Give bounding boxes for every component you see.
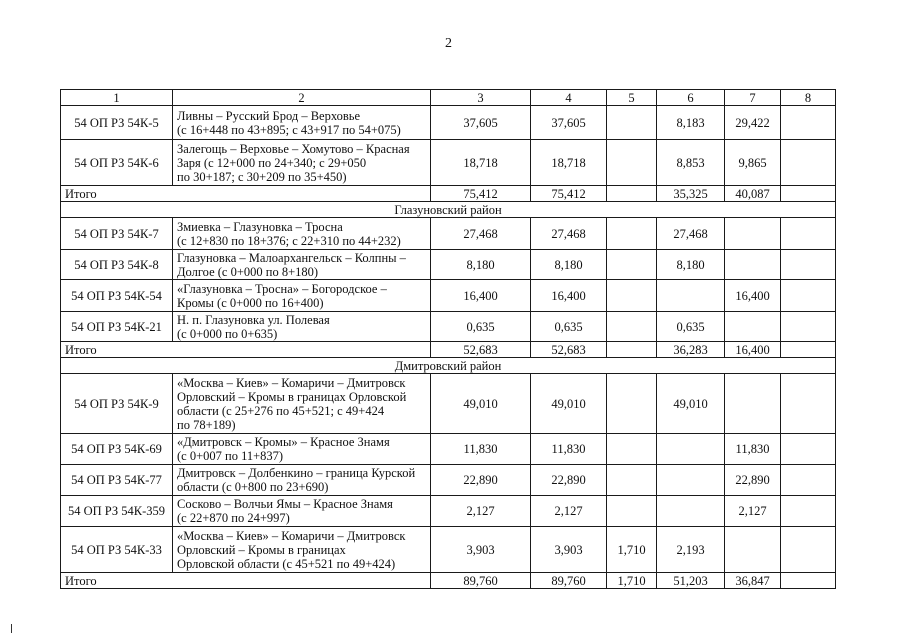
road-name-line: Н. п. Глазуновка ул. Полевая <box>177 312 330 327</box>
value-cell-c8 <box>781 218 836 250</box>
road-name-line: по 30+187; с 30+209 по 35+450) <box>177 169 347 184</box>
road-name-line: Ливны – Русский Брод – Верховье <box>177 108 361 123</box>
value-cell-c3: 11,830 <box>431 434 531 465</box>
value-cell-c8 <box>781 496 836 527</box>
value-cell-c5 <box>607 106 657 140</box>
total-cell-c7: 36,847 <box>725 573 781 589</box>
road-row <box>61 496 836 527</box>
value-cell-c5: 1,710 <box>607 527 657 573</box>
header-cell: 8 <box>781 90 836 106</box>
road-row <box>61 465 836 496</box>
district-heading: Дмитровский район <box>61 358 836 374</box>
road-name-line: (с 0+000 по 0+635) <box>177 326 278 341</box>
value-cell-c7 <box>725 527 781 573</box>
road-name <box>173 218 431 250</box>
total-cell-c3: 52,683 <box>431 342 531 358</box>
value-cell-c8 <box>781 374 836 434</box>
total-cell-c6: 36,283 <box>657 342 725 358</box>
road-row <box>61 280 836 312</box>
road-name-line: Долгое (с 0+000 по 8+180) <box>177 264 319 279</box>
district-row <box>61 358 836 374</box>
value-cell-c7 <box>725 312 781 342</box>
road-code: 54 ОП РЗ 54К-6 <box>61 140 173 186</box>
total-label: Итого <box>61 186 431 202</box>
value-cell-c7: 22,890 <box>725 465 781 496</box>
value-cell-c4: 16,400 <box>531 280 607 312</box>
value-cell-c5 <box>607 434 657 465</box>
district-heading: Глазуновский район <box>61 202 836 218</box>
road-code: 54 ОП РЗ 54К-8 <box>61 250 173 280</box>
total-label: Итого <box>61 573 431 589</box>
road-name-line: Глазуновка – Малоархангельск – Колпны – <box>177 250 406 265</box>
value-cell-c6 <box>657 496 725 527</box>
value-cell-c5 <box>607 280 657 312</box>
road-name-line: Орловской области (с 45+521 по 49+424) <box>177 556 396 571</box>
header-row <box>61 90 836 106</box>
total-cell-c7: 40,087 <box>725 186 781 202</box>
road-name-line: (с 0+007 по 11+837) <box>177 449 284 463</box>
value-cell-c3: 3,903 <box>431 527 531 573</box>
value-cell-c8 <box>781 106 836 140</box>
road-name-line: Дмитровск – Долбенкино – граница Курской <box>177 466 416 480</box>
road-name-line: (с 12+830 по 18+376; с 22+310 по 44+232) <box>177 233 401 248</box>
value-cell-c3: 0,635 <box>431 312 531 342</box>
road-name <box>173 312 431 342</box>
road-name <box>173 465 431 496</box>
value-cell-c5 <box>607 250 657 280</box>
road-row <box>61 312 836 342</box>
total-cell-c3: 75,412 <box>431 186 531 202</box>
value-cell-c3: 8,180 <box>431 250 531 280</box>
value-cell-c8 <box>781 250 836 280</box>
total-row <box>61 342 836 358</box>
value-cell-c4: 0,635 <box>531 312 607 342</box>
total-cell-c8 <box>781 342 836 358</box>
road-row <box>61 250 836 280</box>
header-cell: 1 <box>61 90 173 106</box>
value-cell-c8 <box>781 527 836 573</box>
road-name-line: (с 16+448 по 43+895; с 43+917 по 54+075) <box>177 122 401 137</box>
total-label: Итого <box>61 342 431 358</box>
value-cell-c7: 29,422 <box>725 106 781 140</box>
value-cell-c5 <box>607 218 657 250</box>
value-cell-c4: 2,127 <box>531 496 607 527</box>
value-cell-c8 <box>781 312 836 342</box>
road-code: 54 ОП РЗ 54К-9 <box>61 374 173 434</box>
road-name-line: «Москва – Киев» – Комаричи – Дмитровск <box>177 375 406 390</box>
road-name-line: Залегощь – Верховье – Хомутово – Красная <box>177 141 410 156</box>
road-name-line: Орловский – Кромы в границах <box>177 542 346 557</box>
value-cell-c6 <box>657 465 725 496</box>
road-name-line: «Дмитровск – Кромы» – Красное Знамя <box>177 435 390 449</box>
total-cell-c3: 89,760 <box>431 573 531 589</box>
value-cell-c8 <box>781 434 836 465</box>
value-cell-c6 <box>657 434 725 465</box>
road-name <box>173 106 431 140</box>
road-name-line: Орловский – Кромы в границах Орловской <box>177 389 407 404</box>
value-cell-c3: 27,468 <box>431 218 531 250</box>
header-cell: 4 <box>531 90 607 106</box>
value-cell-c7: 11,830 <box>725 434 781 465</box>
value-cell-c3: 18,718 <box>431 140 531 186</box>
road-name-line: «Москва – Киев» – Комаричи – Дмитровск <box>177 528 406 543</box>
road-name-line: Кромы (с 0+000 по 16+400) <box>177 295 324 310</box>
value-cell-c3: 16,400 <box>431 280 531 312</box>
district-row <box>61 202 836 218</box>
road-name-line: Сосково – Волчьи Ямы – Красное Знамя <box>177 497 393 511</box>
value-cell-c7: 16,400 <box>725 280 781 312</box>
value-cell-c4: 27,468 <box>531 218 607 250</box>
scan-mark <box>11 624 12 633</box>
total-cell-c5 <box>607 186 657 202</box>
value-cell-c4: 18,718 <box>531 140 607 186</box>
total-cell-c8 <box>781 573 836 589</box>
road-code: 54 ОП РЗ 54К-33 <box>61 527 173 573</box>
road-code: 54 ОП РЗ 54К-69 <box>61 434 173 465</box>
value-cell-c8 <box>781 280 836 312</box>
value-cell-c7 <box>725 250 781 280</box>
road-code: 54 ОП РЗ 54К-54 <box>61 280 173 312</box>
road-name-line: области (с 0+800 по 23+690) <box>177 480 329 494</box>
value-cell-c6: 8,853 <box>657 140 725 186</box>
value-cell-c6: 8,183 <box>657 106 725 140</box>
road-name <box>173 496 431 527</box>
total-row <box>61 186 836 202</box>
road-name-line: Змиевка – Глазуновка – Тросна <box>177 219 343 234</box>
road-row <box>61 140 836 186</box>
value-cell-c3: 49,010 <box>431 374 531 434</box>
value-cell-c5 <box>607 374 657 434</box>
road-name <box>173 434 431 465</box>
road-name <box>173 374 431 434</box>
value-cell-c4: 3,903 <box>531 527 607 573</box>
value-cell-c5 <box>607 465 657 496</box>
road-code: 54 ОП РЗ 54К-7 <box>61 218 173 250</box>
value-cell-c6: 2,193 <box>657 527 725 573</box>
table-body <box>61 90 836 589</box>
roads-table <box>60 89 836 589</box>
road-name <box>173 140 431 186</box>
page-number: 2 <box>445 36 452 51</box>
value-cell-c4: 8,180 <box>531 250 607 280</box>
road-row <box>61 218 836 250</box>
value-cell-c4: 22,890 <box>531 465 607 496</box>
total-cell-c6: 51,203 <box>657 573 725 589</box>
road-name-line: по 78+189) <box>177 417 236 432</box>
value-cell-c7: 2,127 <box>725 496 781 527</box>
value-cell-c3: 2,127 <box>431 496 531 527</box>
value-cell-c5 <box>607 140 657 186</box>
value-cell-c7 <box>725 374 781 434</box>
total-cell-c4: 75,412 <box>531 186 607 202</box>
value-cell-c4: 49,010 <box>531 374 607 434</box>
road-name <box>173 280 431 312</box>
road-row <box>61 374 836 434</box>
header-cell: 7 <box>725 90 781 106</box>
header-cell: 5 <box>607 90 657 106</box>
header-cell: 6 <box>657 90 725 106</box>
road-name <box>173 250 431 280</box>
header-cell: 2 <box>173 90 431 106</box>
total-cell-c5 <box>607 342 657 358</box>
value-cell-c8 <box>781 140 836 186</box>
value-cell-c4: 37,605 <box>531 106 607 140</box>
road-name-line: области (с 25+276 по 45+521; с 49+424 <box>177 403 385 418</box>
road-code: 54 ОП РЗ 54К-77 <box>61 465 173 496</box>
value-cell-c7: 9,865 <box>725 140 781 186</box>
value-cell-c3: 22,890 <box>431 465 531 496</box>
value-cell-c3: 37,605 <box>431 106 531 140</box>
value-cell-c5 <box>607 312 657 342</box>
value-cell-c6: 8,180 <box>657 250 725 280</box>
road-name-line: (с 22+870 по 24+997) <box>177 511 290 525</box>
road-row <box>61 434 836 465</box>
total-cell-c6: 35,325 <box>657 186 725 202</box>
road-code: 54 ОП РЗ 54К-21 <box>61 312 173 342</box>
total-cell-c4: 89,760 <box>531 573 607 589</box>
value-cell-c8 <box>781 465 836 496</box>
road-row <box>61 106 836 140</box>
value-cell-c6: 49,010 <box>657 374 725 434</box>
header-cell: 3 <box>431 90 531 106</box>
road-name-line: Заря (с 12+000 по 24+340; с 29+050 <box>177 155 367 170</box>
value-cell-c4: 11,830 <box>531 434 607 465</box>
road-row <box>61 527 836 573</box>
total-cell-c5: 1,710 <box>607 573 657 589</box>
road-code: 54 ОП РЗ 54К-5 <box>61 106 173 140</box>
road-name-line: «Глазуновка – Тросна» – Богородское – <box>177 281 387 296</box>
value-cell-c6: 0,635 <box>657 312 725 342</box>
total-cell-c4: 52,683 <box>531 342 607 358</box>
value-cell-c5 <box>607 496 657 527</box>
value-cell-c6 <box>657 280 725 312</box>
total-row <box>61 573 836 589</box>
total-cell-c8 <box>781 186 836 202</box>
road-name <box>173 527 431 573</box>
road-code: 54 ОП РЗ 54К-359 <box>61 496 173 527</box>
value-cell-c7 <box>725 218 781 250</box>
value-cell-c6: 27,468 <box>657 218 725 250</box>
total-cell-c7: 16,400 <box>725 342 781 358</box>
